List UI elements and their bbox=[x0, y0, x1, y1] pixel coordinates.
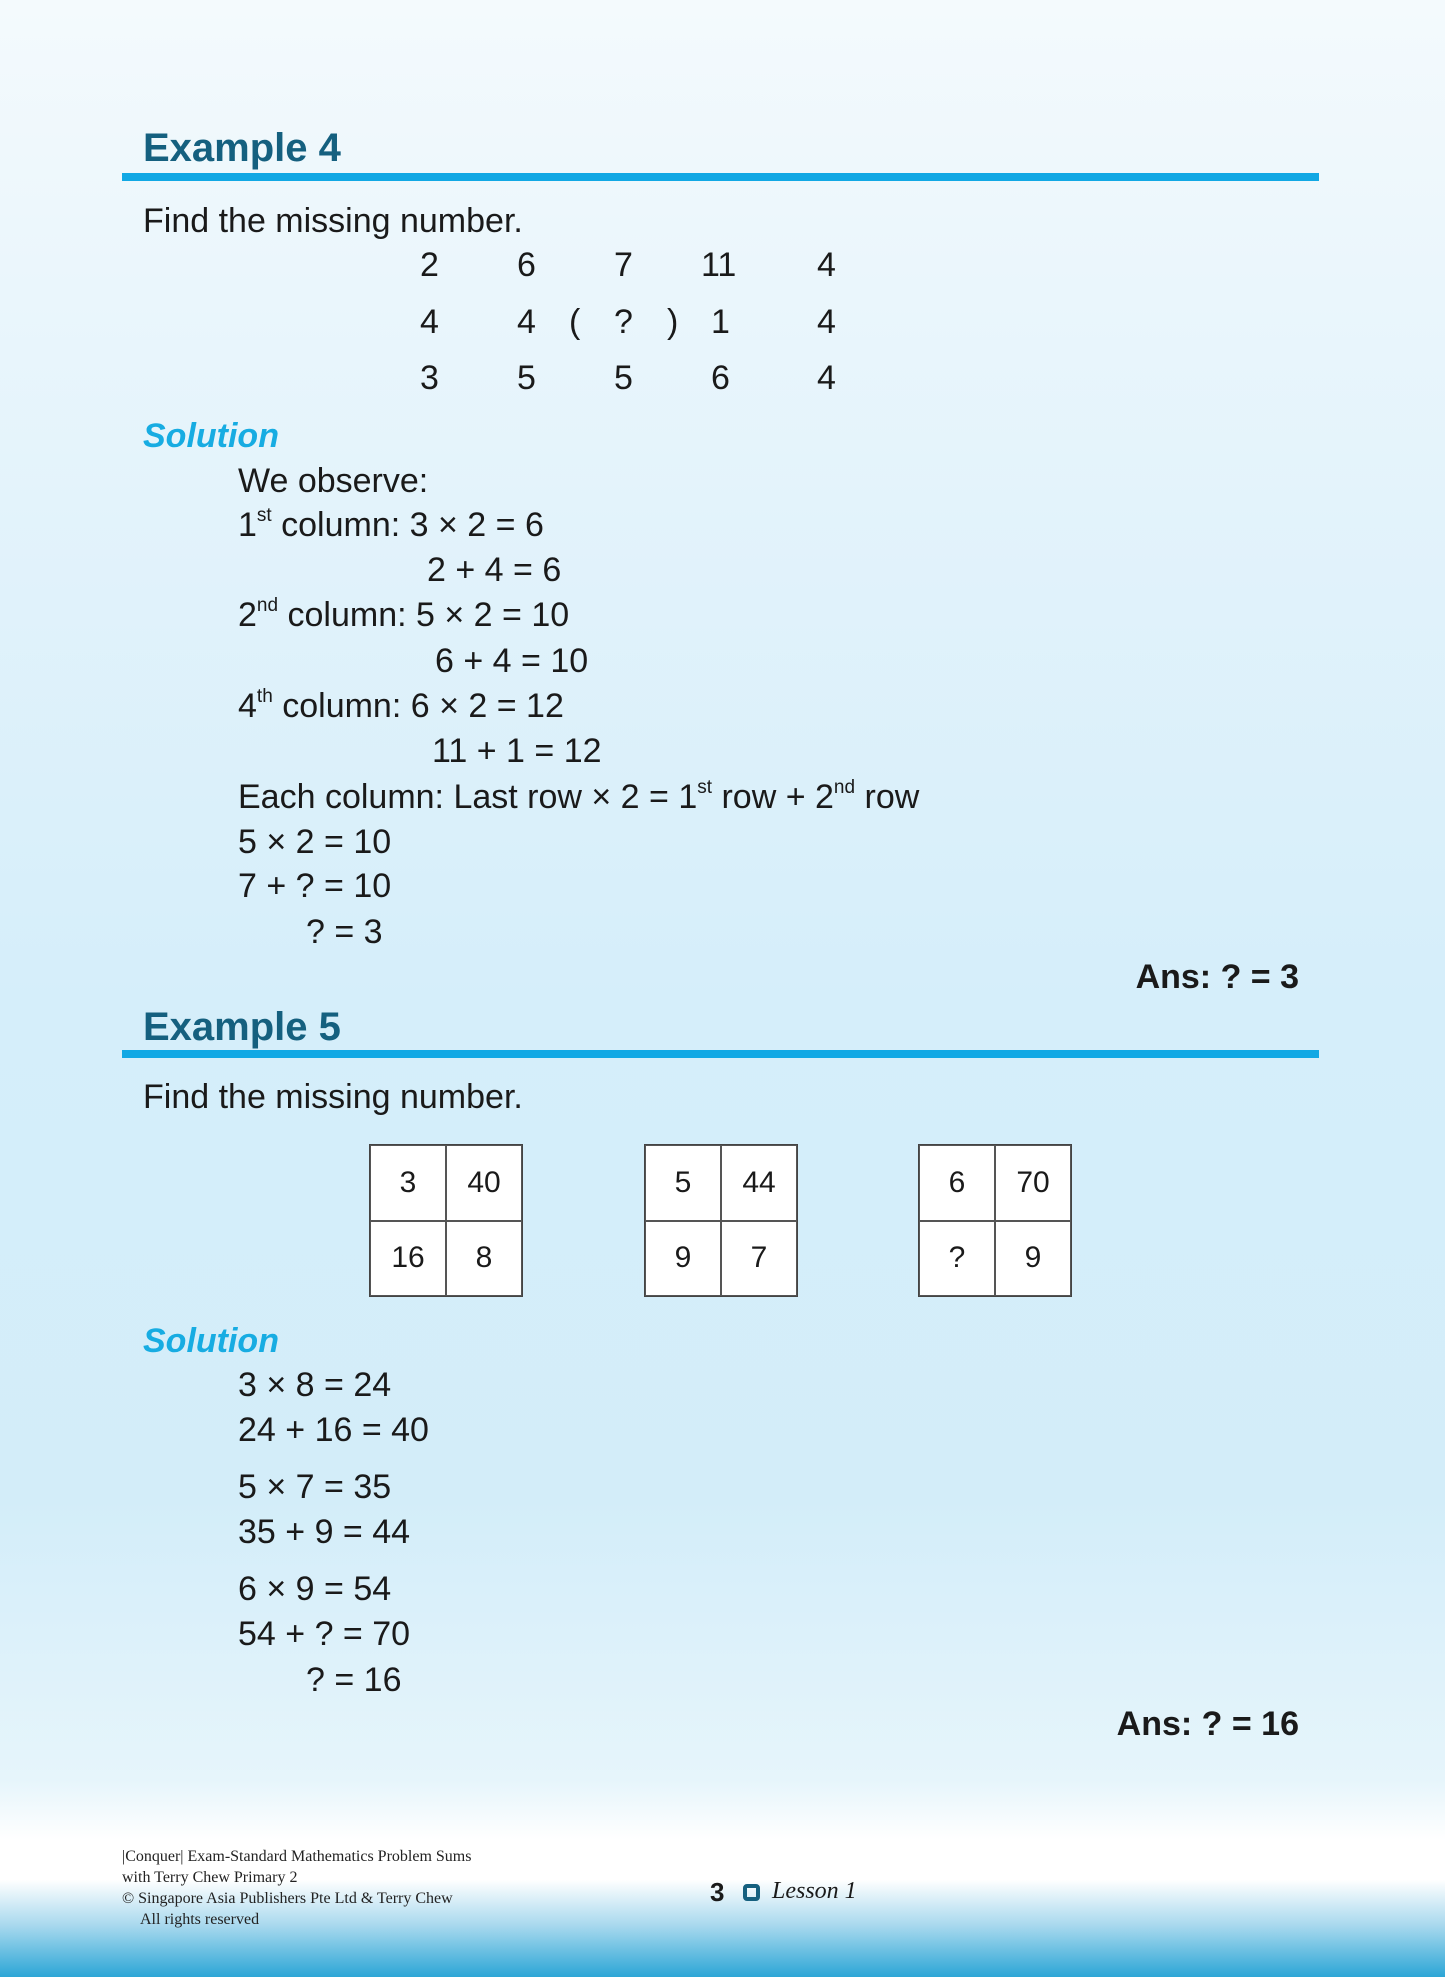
equation: column: 5 × 2 = 10 bbox=[278, 596, 570, 634]
grid-cell: 6 bbox=[711, 359, 730, 397]
ordinal-suffix: st bbox=[256, 505, 272, 526]
box-cell: 9 bbox=[995, 1221, 1071, 1297]
paren-open: ( bbox=[569, 303, 581, 341]
box-cell: 16 bbox=[370, 1221, 446, 1297]
equation: column: 6 × 2 = 12 bbox=[272, 687, 564, 725]
box-cell: 40 bbox=[446, 1145, 522, 1221]
number-box bbox=[644, 1144, 798, 1297]
solution-line: 7 + ? = 10 bbox=[238, 867, 392, 905]
number-box bbox=[369, 1144, 523, 1297]
grid-cell: 2 bbox=[420, 246, 439, 284]
box-cell: 3 bbox=[370, 1145, 446, 1221]
solution-line: 5 × 2 = 10 bbox=[238, 823, 392, 861]
footer-line: |Conquer| Exam-Standard Mathematics Problem Sums bbox=[122, 1848, 472, 1865]
grid-cell-missing: ? bbox=[614, 303, 633, 341]
ordinal: 4 bbox=[238, 687, 257, 725]
lesson-label: Lesson 1 bbox=[772, 1878, 857, 1904]
footer-line: with Terry Chew Primary 2 bbox=[122, 1869, 298, 1886]
solution-line bbox=[238, 777, 920, 816]
solution-line: 35 + 9 = 44 bbox=[238, 1513, 411, 1551]
example-5-prompt: Find the missing number. bbox=[143, 1078, 523, 1116]
solution-line: 24 + 16 = 40 bbox=[238, 1411, 429, 1449]
box-cell-missing: ? bbox=[919, 1221, 995, 1297]
grid-cell: 11 bbox=[701, 246, 737, 284]
box-cell: 44 bbox=[721, 1145, 797, 1221]
solution-line: 3 × 8 = 24 bbox=[238, 1366, 392, 1404]
ordinal-suffix: th bbox=[256, 686, 273, 707]
ordinal-suffix: st bbox=[697, 777, 713, 798]
heading-rule bbox=[122, 173, 1319, 181]
example-4-prompt: Find the missing number. bbox=[143, 202, 523, 240]
ordinal-suffix: nd bbox=[833, 777, 856, 798]
box-cell: 70 bbox=[995, 1145, 1071, 1221]
solution-label: Solution bbox=[143, 417, 279, 455]
solution-line: 54 + ? = 70 bbox=[238, 1615, 411, 1653]
grid-cell: 3 bbox=[420, 359, 439, 397]
grid-cell: 7 bbox=[614, 246, 633, 284]
example-5-heading: Example 5 bbox=[143, 1005, 341, 1049]
box-cell: 9 bbox=[645, 1221, 721, 1297]
text: row + 2 bbox=[712, 778, 834, 816]
solution-line: ? = 16 bbox=[306, 1661, 402, 1699]
text: Each column: Last row × 2 = 1 bbox=[238, 778, 698, 816]
answer: Ans: ? = 16 bbox=[1116, 1705, 1299, 1743]
box-cell: 5 bbox=[645, 1145, 721, 1221]
heading-rule bbox=[122, 1050, 1319, 1058]
example-4-heading: Example 4 bbox=[143, 126, 341, 170]
solution-line bbox=[238, 686, 564, 725]
equation: column: 3 × 2 = 6 bbox=[271, 506, 544, 544]
solution-line: 5 × 7 = 35 bbox=[238, 1468, 392, 1506]
grid-cell: 4 bbox=[420, 303, 439, 341]
answer: Ans: ? = 3 bbox=[1135, 958, 1299, 996]
box-cell: 7 bbox=[721, 1221, 797, 1297]
grid-cell: 1 bbox=[711, 303, 730, 341]
grid-cell: 5 bbox=[614, 359, 633, 397]
solution-line: 2 + 4 = 6 bbox=[427, 551, 562, 589]
ordinal: 2 bbox=[238, 596, 257, 634]
grid-cell: 4 bbox=[817, 303, 836, 341]
footer-line: © Singapore Asia Publishers Pte Ltd & Terry Chew bbox=[122, 1890, 453, 1907]
solution-line bbox=[238, 595, 570, 634]
solution-label: Solution bbox=[143, 1322, 279, 1360]
text: row bbox=[855, 778, 920, 816]
box-cell: 8 bbox=[446, 1221, 522, 1297]
solution-line: 6 + 4 = 10 bbox=[435, 642, 589, 680]
grid-cell: 4 bbox=[517, 303, 536, 341]
ordinal-suffix: nd bbox=[256, 595, 279, 616]
footer-line: All rights reserved bbox=[140, 1911, 260, 1928]
grid-cell: 5 bbox=[517, 359, 536, 397]
number-box bbox=[918, 1144, 1072, 1297]
solution-line: 11 + 1 = 12 bbox=[432, 732, 602, 770]
grid-cell: 4 bbox=[817, 359, 836, 397]
ordinal: 1 bbox=[238, 506, 257, 544]
solution-line: ? = 3 bbox=[306, 913, 383, 951]
page-number: 3 bbox=[710, 1877, 725, 1907]
solution-line: 6 × 9 = 54 bbox=[238, 1570, 392, 1608]
bullet-icon bbox=[743, 1884, 760, 1901]
footer-credits bbox=[122, 1846, 471, 1930]
paren-close: ) bbox=[667, 303, 679, 341]
solution-line: We observe: bbox=[238, 462, 429, 500]
grid-cell: 4 bbox=[817, 246, 836, 284]
grid-cell: 6 bbox=[517, 246, 536, 284]
box-cell: 6 bbox=[919, 1145, 995, 1221]
solution-line bbox=[238, 505, 544, 544]
